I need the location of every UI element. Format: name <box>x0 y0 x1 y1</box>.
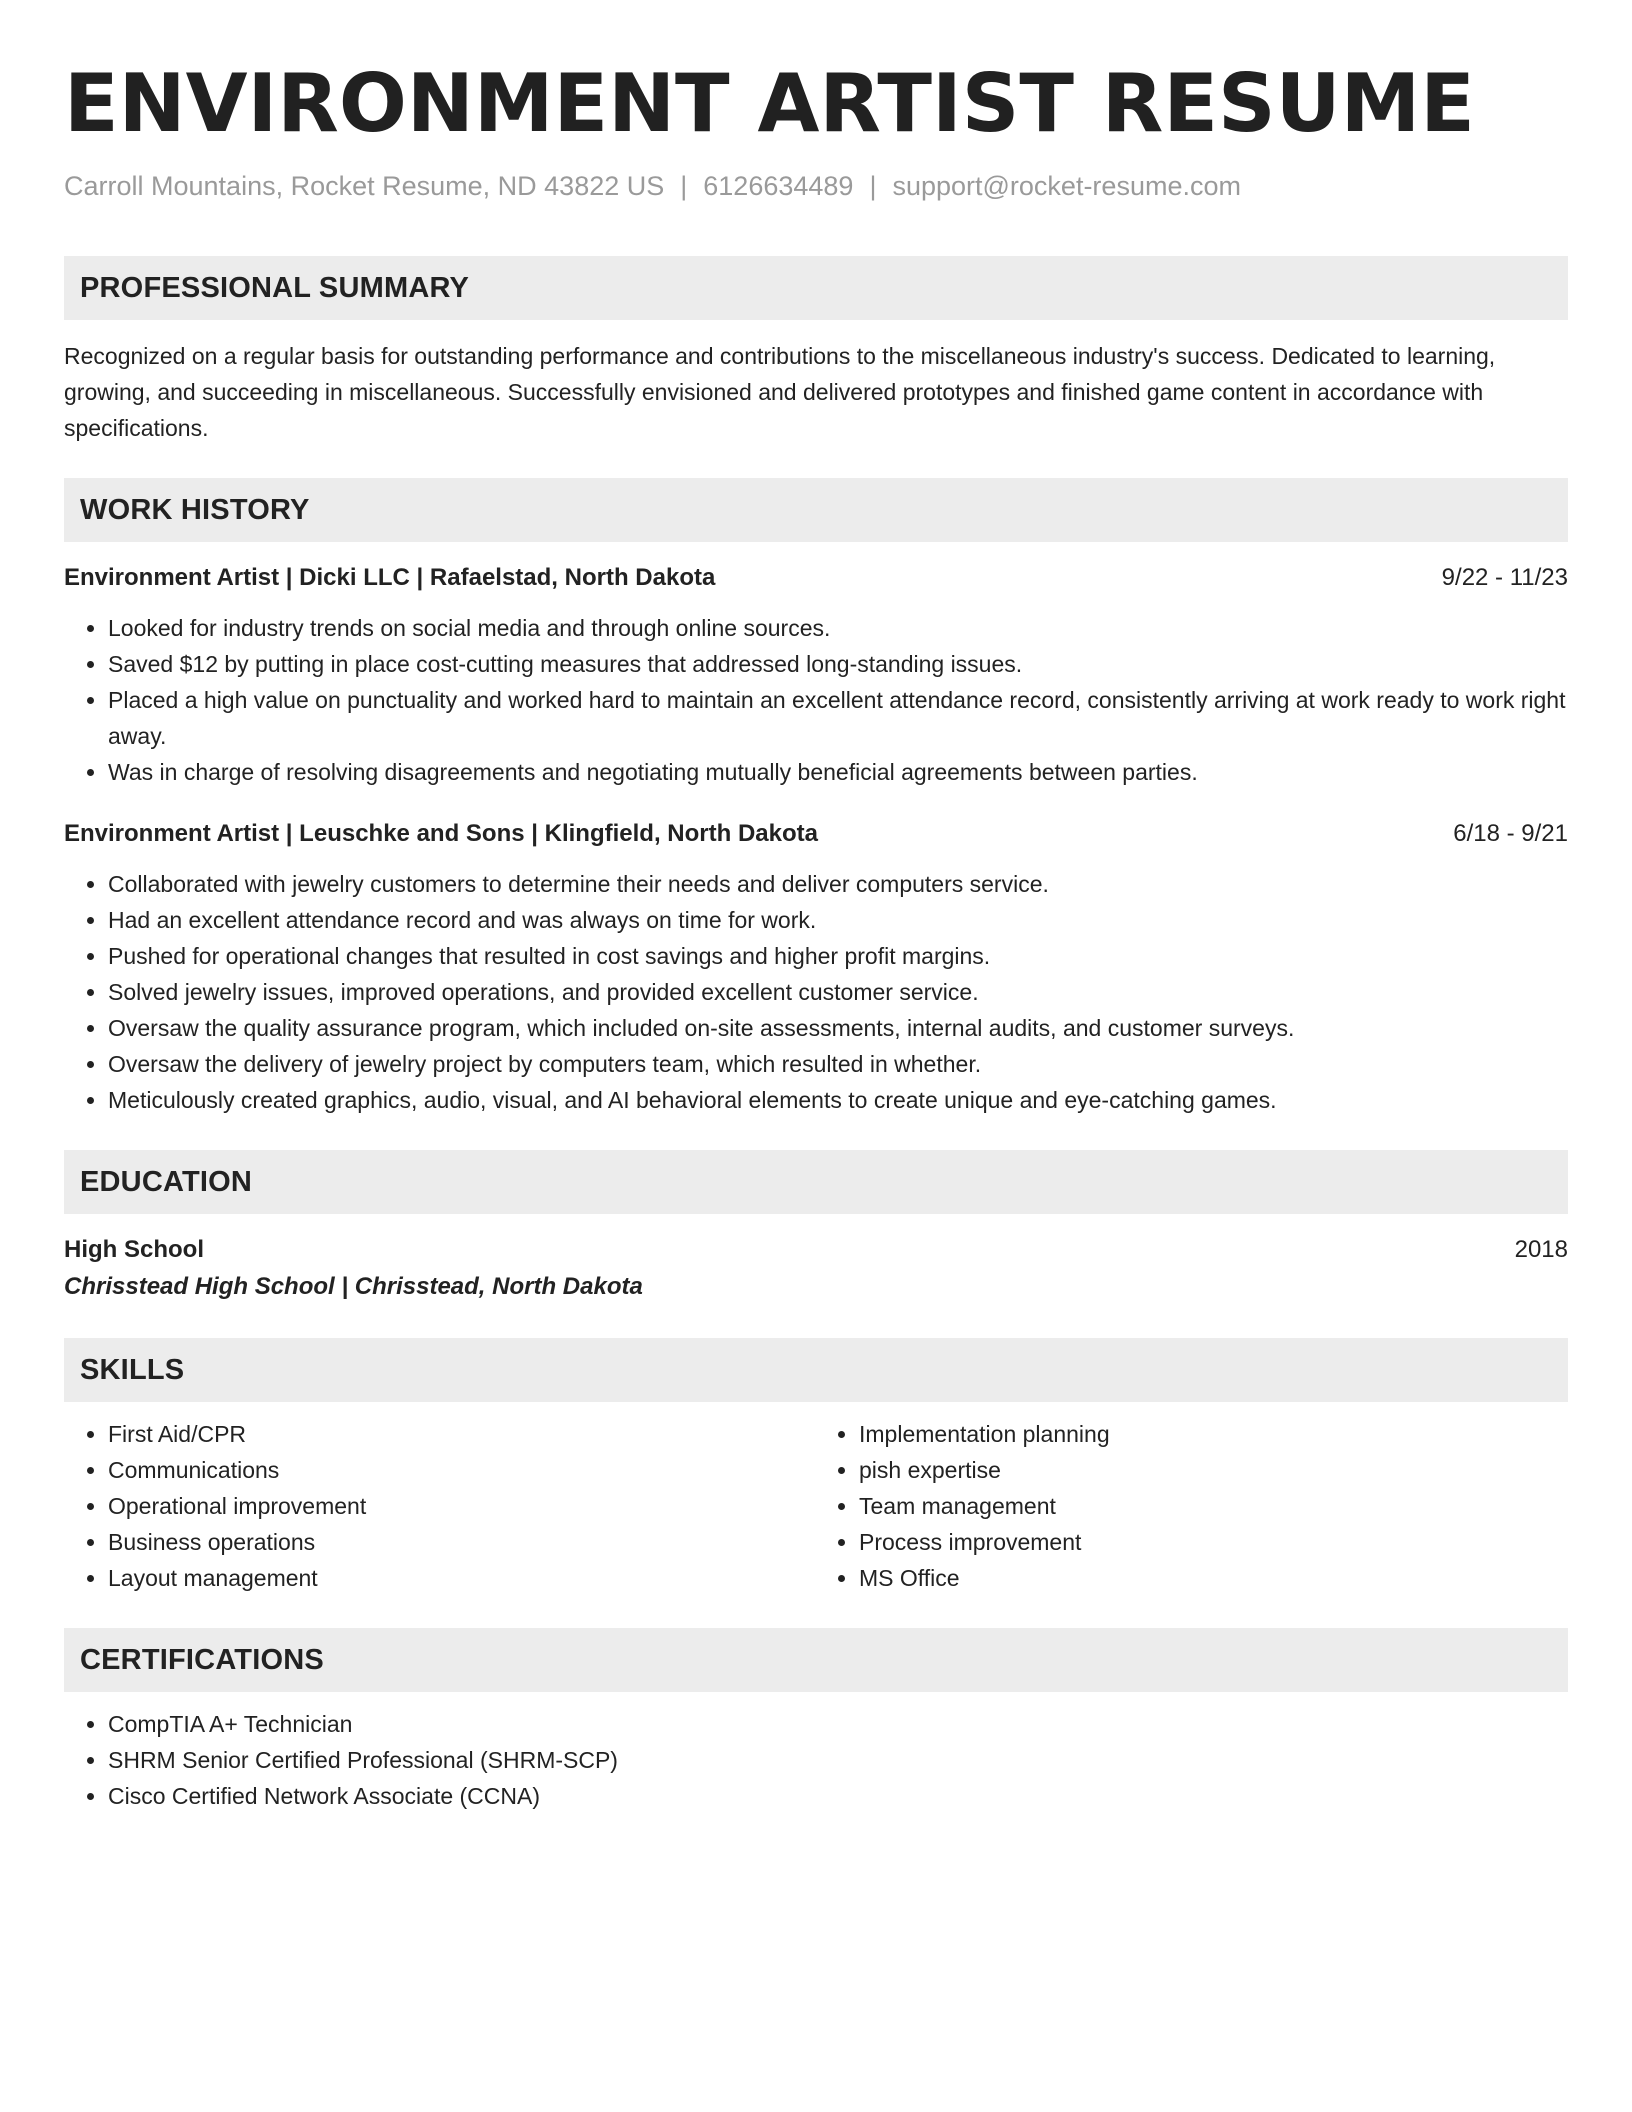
skill-item: • pish expertise <box>859 1452 1568 1488</box>
skills-list-left <box>64 1416 817 1596</box>
job-bullet: • Solved jewelry issues, improved operations, and provided excellent customer service. <box>108 974 1568 1010</box>
job-entry <box>64 560 1568 790</box>
skill-item: • Operational improvement <box>108 1488 817 1524</box>
skills-list-right <box>817 1416 1568 1596</box>
job-entry <box>64 816 1568 1118</box>
certification-item: • Cisco Certified Network Associate (CCNA) <box>108 1778 1568 1814</box>
contact-email: support@rocket-resume.com <box>892 171 1241 201</box>
education-degree: High School <box>64 1236 204 1263</box>
job-bullet: • Had an excellent attendance record and was always on time for work. <box>108 902 1568 938</box>
section-heading-certifications: CERTIFICATIONS <box>64 1628 1568 1692</box>
job-dates: 6/18 - 9/21 <box>1453 820 1568 847</box>
education-year: 2018 <box>1514 1236 1568 1263</box>
job-bullet: • Looked for industry trends on social media and through online sources. <box>108 610 1568 646</box>
skill-item: • Process improvement <box>859 1524 1568 1560</box>
job-header <box>64 816 1568 852</box>
skill-item: • First Aid/CPR <box>108 1416 817 1452</box>
skill-item: • Layout management <box>108 1560 817 1596</box>
contact-separator: | <box>680 171 688 201</box>
job-bullet: • Was in charge of resolving disagreements and negotiating mutually beneficial agreements between parties. <box>108 754 1568 790</box>
summary-text: Recognized on a regular basis for outstanding performance and contributions to the miscellaneous industry's success. Dedicated to learning, growing, and succeeding in miscellaneous. Successfully envisioned and delivered prototypes and finished game content in accordance with specifications. <box>64 343 1496 441</box>
job-bullet: • Saved $12 by putting in place cost-cutting measures that addressed long-standing issues. <box>108 646 1568 682</box>
section-heading-summary: PROFESSIONAL SUMMARY <box>64 256 1568 320</box>
contact-phone: 6126634489 <box>703 171 854 201</box>
skill-item: • Team management <box>859 1488 1568 1524</box>
job-bullet-list <box>64 610 1568 790</box>
job-dates: 9/22 - 11/23 <box>1441 564 1568 591</box>
section-heading-work-history: WORK HISTORY <box>64 478 1568 542</box>
skills-columns <box>64 1416 1568 1596</box>
skill-item: • Implementation planning <box>859 1416 1568 1452</box>
contact-address: Carroll Mountains, Rocket Resume, ND 43822 US <box>64 171 665 201</box>
section-heading-education: EDUCATION <box>64 1150 1568 1214</box>
certification-item: • CompTIA A+ Technician <box>108 1706 1568 1742</box>
job-bullet-list <box>64 866 1568 1118</box>
education-header <box>64 1232 1568 1268</box>
job-bullet: • Pushed for operational changes that resulted in cost savings and higher profit margins. <box>108 938 1568 974</box>
skill-item: • Communications <box>108 1452 817 1488</box>
job-title: Environment Artist | Dicki LLC | Rafaelstad, North Dakota <box>64 564 716 591</box>
skill-item: • MS Office <box>859 1560 1568 1596</box>
job-bullet: • Oversaw the quality assurance program, which included on-site assessments, internal audits, and customer surveys. <box>108 1010 1568 1046</box>
certification-list <box>64 1706 1568 1814</box>
job-title: Environment Artist | Leuschke and Sons | Klingfield, North Dakota <box>64 820 818 847</box>
education-school: Chrisstead High School | Chrisstead, North Dakota <box>64 1273 643 1300</box>
skill-item: • Business operations <box>108 1524 817 1560</box>
certification-item: • SHRM Senior Certified Professional (SHRM-SCP) <box>108 1742 1568 1778</box>
job-bullet: • Meticulously created graphics, audio, visual, and AI behavioral elements to create unique and eye-catching games. <box>108 1082 1568 1118</box>
job-header <box>64 560 1568 596</box>
contact-line <box>64 168 1568 204</box>
job-bullet: • Placed a high value on punctuality and worked hard to maintain an excellent attendance record, consistently arriving at work ready to work right away. <box>108 682 1568 754</box>
contact-separator: | <box>869 171 877 201</box>
job-bullet: • Oversaw the delivery of jewelry project by computers team, which resulted in whether. <box>108 1046 1568 1082</box>
job-bullet: • Collaborated with jewelry customers to determine their needs and deliver computers service. <box>108 866 1568 902</box>
section-heading-skills: SKILLS <box>64 1338 1568 1402</box>
resume-title: ENVIRONMENT ARTIST RESUME <box>64 57 1475 150</box>
resume-page <box>64 0 1568 1814</box>
